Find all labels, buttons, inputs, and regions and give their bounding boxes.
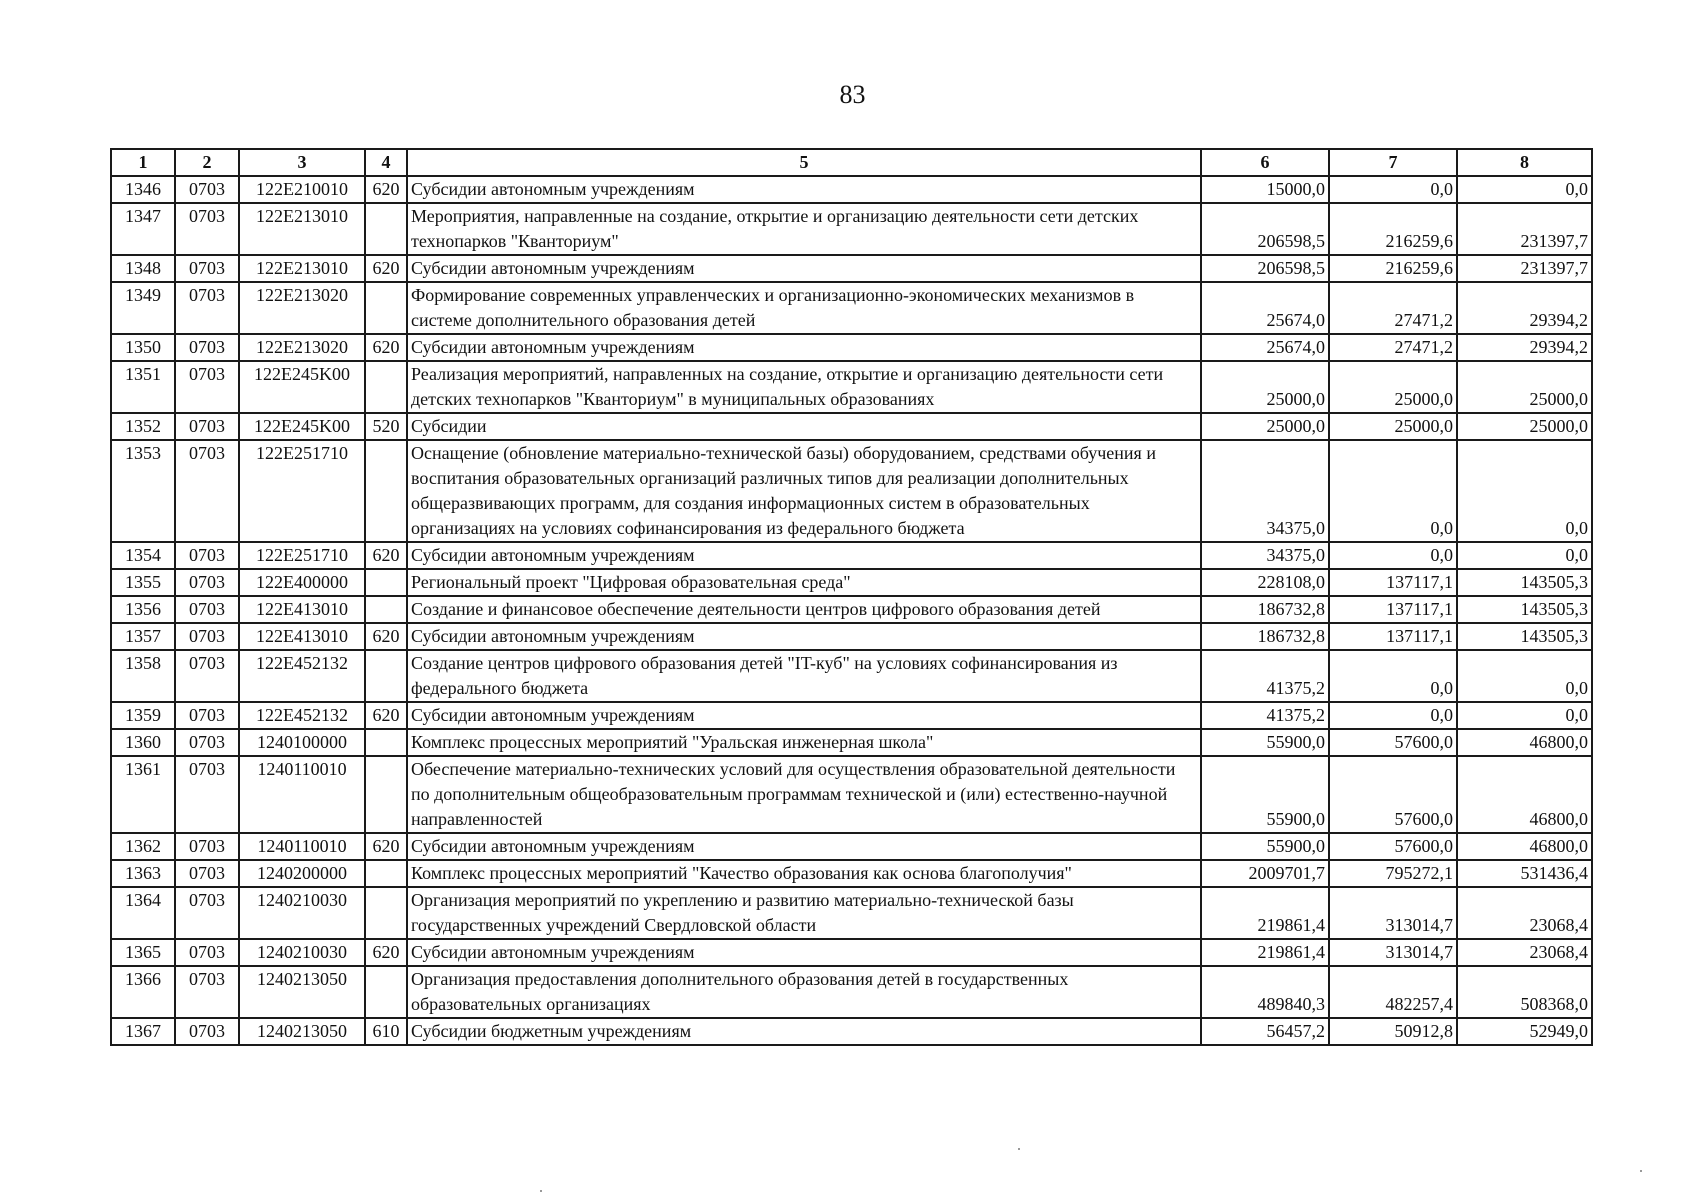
item-name: Организация предоставления дополнительного образования детей в государственных образовательных организациях [407,966,1201,1018]
header-col-1: 1 [111,149,175,176]
amount-col-6: 25674,0 [1201,334,1329,361]
amount-col-8: 46800,0 [1457,756,1592,833]
section-code: 0703 [175,361,239,413]
amount-col-8: 0,0 [1457,702,1592,729]
amount-col-6: 41375,2 [1201,650,1329,702]
item-name: Комплекс процессных мероприятий "Уральская инженерная школа" [407,729,1201,756]
amount-col-6: 34375,0 [1201,542,1329,569]
target-article-code: 1240210030 [239,939,365,966]
section-code: 0703 [175,282,239,334]
expense-type-code: 620 [365,939,407,966]
row-number: 1360 [111,729,175,756]
expense-type-code [365,756,407,833]
expense-type-code [365,650,407,702]
row-number: 1353 [111,440,175,542]
table-row [111,440,1592,542]
expense-type-code [365,729,407,756]
amount-col-7: 216259,6 [1329,255,1457,282]
table-body [111,176,1592,1045]
header-col-6: 6 [1201,149,1329,176]
row-number: 1351 [111,361,175,413]
section-code: 0703 [175,569,239,596]
amount-col-6: 219861,4 [1201,939,1329,966]
header-col-3: 3 [239,149,365,176]
item-name: Субсидии автономным учреждениям [407,939,1201,966]
amount-col-7: 57600,0 [1329,729,1457,756]
table-row [111,650,1592,702]
section-code: 0703 [175,887,239,939]
item-name: Субсидии автономным учреждениям [407,542,1201,569]
table-row [111,413,1592,440]
header-row [111,149,1592,176]
amount-col-8: 46800,0 [1457,833,1592,860]
section-code: 0703 [175,255,239,282]
amount-col-6: 56457,2 [1201,1018,1329,1045]
target-article-code: 1240213050 [239,966,365,1018]
row-number: 1362 [111,833,175,860]
expense-type-code: 620 [365,176,407,203]
budget-table [110,148,1593,1046]
table-header [111,149,1592,176]
table-row [111,833,1592,860]
amount-col-7: 482257,4 [1329,966,1457,1018]
target-article-code: 1240213050 [239,1018,365,1045]
row-number: 1349 [111,282,175,334]
item-name: Субсидии автономным учреждениям [407,702,1201,729]
row-number: 1348 [111,255,175,282]
section-code: 0703 [175,939,239,966]
amount-col-8: 143505,3 [1457,569,1592,596]
amount-col-7: 137117,1 [1329,623,1457,650]
table-row [111,756,1592,833]
section-code: 0703 [175,833,239,860]
amount-col-8: 231397,7 [1457,203,1592,255]
row-number: 1365 [111,939,175,966]
section-code: 0703 [175,542,239,569]
amount-col-7: 0,0 [1329,650,1457,702]
item-name: Формирование современных управленческих и организационно-экономических механизмов в системе дополнительного образования детей [407,282,1201,334]
row-number: 1346 [111,176,175,203]
item-name: Субсидии автономным учреждениям [407,176,1201,203]
target-article-code: 122E245K00 [239,413,365,440]
amount-col-6: 55900,0 [1201,729,1329,756]
section-code: 0703 [175,334,239,361]
expense-type-code: 620 [365,334,407,361]
amount-col-6: 228108,0 [1201,569,1329,596]
expense-type-code [365,596,407,623]
table-row [111,702,1592,729]
item-name: Субсидии автономным учреждениям [407,255,1201,282]
amount-col-7: 57600,0 [1329,756,1457,833]
item-name: Субсидии автономным учреждениям [407,334,1201,361]
item-name: Региональный проект "Цифровая образовательная среда" [407,569,1201,596]
table-row [111,361,1592,413]
item-name: Создание и финансовое обеспечение деятельности центров цифрового образования детей [407,596,1201,623]
header-col-4: 4 [365,149,407,176]
amount-col-7: 50912,8 [1329,1018,1457,1045]
table-row [111,623,1592,650]
target-article-code: 122E413010 [239,596,365,623]
amount-col-7: 137117,1 [1329,569,1457,596]
expense-type-code: 620 [365,542,407,569]
amount-col-7: 313014,7 [1329,887,1457,939]
header-col-5: 5 [407,149,1201,176]
amount-col-6: 206598,5 [1201,203,1329,255]
amount-col-8: 0,0 [1457,542,1592,569]
scan-speck [1640,1170,1642,1172]
amount-col-7: 216259,6 [1329,203,1457,255]
amount-col-8: 25000,0 [1457,361,1592,413]
amount-col-7: 27471,2 [1329,282,1457,334]
expense-type-code [365,282,407,334]
item-name: Субсидии [407,413,1201,440]
amount-col-7: 313014,7 [1329,939,1457,966]
row-number: 1358 [111,650,175,702]
row-number: 1361 [111,756,175,833]
section-code: 0703 [175,1018,239,1045]
expense-type-code [365,569,407,596]
amount-col-7: 0,0 [1329,440,1457,542]
amount-col-8: 0,0 [1457,650,1592,702]
expense-type-code [365,887,407,939]
amount-col-8: 23068,4 [1457,939,1592,966]
expense-type-code: 620 [365,255,407,282]
target-article-code: 122E213010 [239,255,365,282]
amount-col-7: 25000,0 [1329,361,1457,413]
item-name: Оснащение (обновление материально-технической базы) оборудованием, средствами обучения и воспитания образовательных организаций различных типов для реализации дополнительных общеразвивающих программ, для создания информационных систем в образовательных организациях на условиях софинансирования из федерального бюджета [407,440,1201,542]
expense-type-code: 620 [365,623,407,650]
row-number: 1350 [111,334,175,361]
amount-col-8: 52949,0 [1457,1018,1592,1045]
table-row [111,966,1592,1018]
amount-col-6: 41375,2 [1201,702,1329,729]
row-number: 1356 [111,596,175,623]
amount-col-6: 55900,0 [1201,833,1329,860]
table-row [111,255,1592,282]
amount-col-8: 29394,2 [1457,282,1592,334]
target-article-code: 1240110010 [239,756,365,833]
target-article-code: 122E452132 [239,702,365,729]
amount-col-6: 25000,0 [1201,413,1329,440]
table-row [111,203,1592,255]
amount-col-8: 231397,7 [1457,255,1592,282]
expense-type-code: 620 [365,833,407,860]
amount-col-6: 206598,5 [1201,255,1329,282]
section-code: 0703 [175,966,239,1018]
amount-col-8: 531436,4 [1457,860,1592,887]
expense-type-code [365,966,407,1018]
table-row [111,887,1592,939]
target-article-code: 122E210010 [239,176,365,203]
row-number: 1359 [111,702,175,729]
expense-type-code [365,203,407,255]
amount-col-8: 25000,0 [1457,413,1592,440]
amount-col-8: 0,0 [1457,440,1592,542]
item-name: Реализация мероприятий, направленных на создание, открытие и организацию деятельности сети детских технопарков "Кванториум" в муниципальных образованиях [407,361,1201,413]
item-name: Обеспечение материально-технических условий для осуществления образовательной деятельности по дополнительным общеобразовательным программам технической и (или) естественно-научной направленностей [407,756,1201,833]
expense-type-code: 610 [365,1018,407,1045]
amount-col-6: 34375,0 [1201,440,1329,542]
amount-col-7: 25000,0 [1329,413,1457,440]
table-row [111,939,1592,966]
amount-col-7: 0,0 [1329,702,1457,729]
expense-type-code: 620 [365,702,407,729]
row-number: 1355 [111,569,175,596]
target-article-code: 1240210030 [239,887,365,939]
item-name: Создание центров цифрового образования детей "IT-куб" на условиях софинансирования из федерального бюджета [407,650,1201,702]
amount-col-8: 23068,4 [1457,887,1592,939]
header-col-8: 8 [1457,149,1592,176]
target-article-code: 1240100000 [239,729,365,756]
row-number: 1352 [111,413,175,440]
target-article-code: 1240110010 [239,833,365,860]
target-article-code: 122E213010 [239,203,365,255]
row-number: 1367 [111,1018,175,1045]
amount-col-6: 25674,0 [1201,282,1329,334]
row-number: 1354 [111,542,175,569]
expense-type-code [365,440,407,542]
amount-col-7: 0,0 [1329,542,1457,569]
scan-speck [540,1190,542,1192]
amount-col-6: 2009701,7 [1201,860,1329,887]
amount-col-8: 29394,2 [1457,334,1592,361]
table-row [111,596,1592,623]
amount-col-7: 27471,2 [1329,334,1457,361]
header-col-2: 2 [175,149,239,176]
amount-col-6: 55900,0 [1201,756,1329,833]
section-code: 0703 [175,702,239,729]
amount-col-6: 186732,8 [1201,596,1329,623]
table-row [111,729,1592,756]
section-code: 0703 [175,756,239,833]
amount-col-6: 219861,4 [1201,887,1329,939]
section-code: 0703 [175,623,239,650]
section-code: 0703 [175,650,239,702]
amount-col-8: 508368,0 [1457,966,1592,1018]
table-row [111,860,1592,887]
item-name: Мероприятия, направленные на создание, открытие и организацию деятельности сети детских технопарков "Кванториум" [407,203,1201,255]
target-article-code: 122E413010 [239,623,365,650]
target-article-code: 122E251710 [239,542,365,569]
amount-col-7: 57600,0 [1329,833,1457,860]
target-article-code: 122E400000 [239,569,365,596]
table-row [111,176,1592,203]
expense-type-code: 520 [365,413,407,440]
target-article-code: 1240200000 [239,860,365,887]
row-number: 1347 [111,203,175,255]
amount-col-7: 137117,1 [1329,596,1457,623]
table-row [111,282,1592,334]
amount-col-8: 143505,3 [1457,596,1592,623]
amount-col-8: 143505,3 [1457,623,1592,650]
target-article-code: 122E452132 [239,650,365,702]
item-name: Субсидии автономным учреждениям [407,623,1201,650]
expense-type-code [365,860,407,887]
amount-col-6: 25000,0 [1201,361,1329,413]
section-code: 0703 [175,596,239,623]
amount-col-8: 0,0 [1457,176,1592,203]
section-code: 0703 [175,440,239,542]
target-article-code: 122E245K00 [239,361,365,413]
item-name: Субсидии бюджетным учреждениям [407,1018,1201,1045]
section-code: 0703 [175,729,239,756]
page-number: 83 [839,80,866,109]
item-name: Комплекс процессных мероприятий "Качество образования как основа благополучия" [407,860,1201,887]
section-code: 0703 [175,203,239,255]
item-name: Субсидии автономным учреждениям [407,833,1201,860]
header-col-7: 7 [1329,149,1457,176]
amount-col-7: 795272,1 [1329,860,1457,887]
target-article-code: 122E251710 [239,440,365,542]
table-row [111,1018,1592,1045]
amount-col-8: 46800,0 [1457,729,1592,756]
section-code: 0703 [175,413,239,440]
amount-col-6: 15000,0 [1201,176,1329,203]
target-article-code: 122E213020 [239,334,365,361]
amount-col-6: 489840,3 [1201,966,1329,1018]
amount-col-6: 186732,8 [1201,623,1329,650]
table-row [111,542,1592,569]
row-number: 1366 [111,966,175,1018]
section-code: 0703 [175,860,239,887]
expense-type-code [365,361,407,413]
row-number: 1363 [111,860,175,887]
table-row [111,569,1592,596]
table-row [111,334,1592,361]
item-name: Организация мероприятий по укреплению и развитию материально-технической базы государственных учреждений Свердловской области [407,887,1201,939]
scan-speck [1018,1148,1020,1150]
amount-col-7: 0,0 [1329,176,1457,203]
row-number: 1364 [111,887,175,939]
row-number: 1357 [111,623,175,650]
section-code: 0703 [175,176,239,203]
target-article-code: 122E213020 [239,282,365,334]
